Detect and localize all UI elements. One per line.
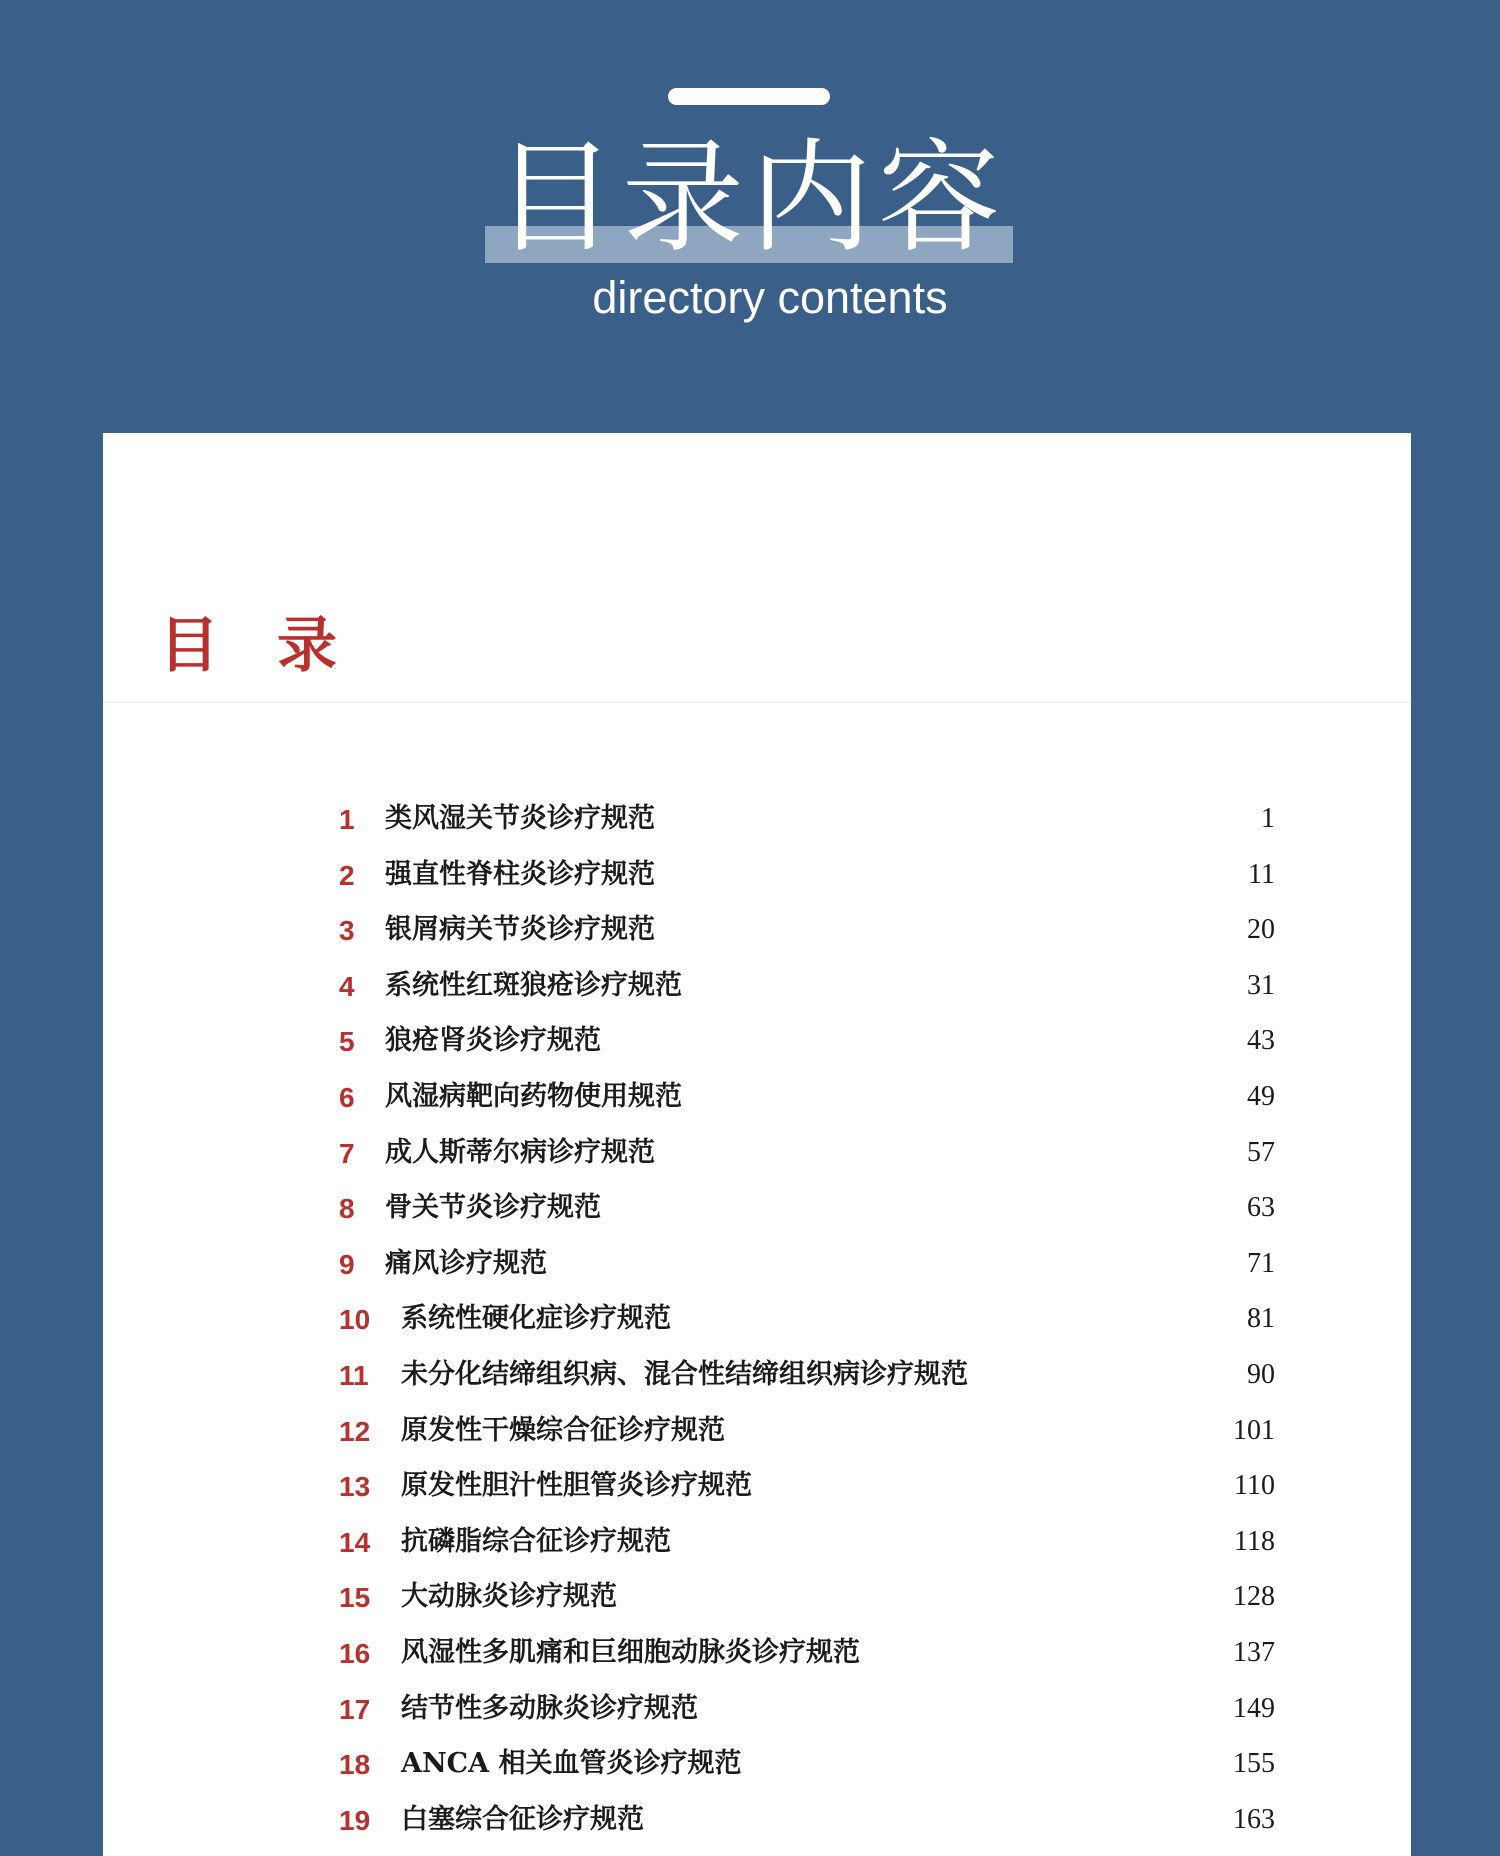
toc-title: 抗磷脂综合征诊疗规范 xyxy=(401,1525,671,1557)
toc-number: 5 xyxy=(339,1026,355,1058)
decorative-top-bar xyxy=(668,88,830,105)
toc-title: ANCA 相关血管炎诊疗规范 xyxy=(401,1748,742,1780)
toc-row xyxy=(339,1463,1275,1519)
toc-number: 8 xyxy=(339,1193,355,1225)
toc-page-number: 149 xyxy=(1233,1692,1275,1724)
toc-title: 风湿病靶向药物使用规范 xyxy=(385,1080,682,1112)
toc-number: 15 xyxy=(339,1582,371,1614)
toc-title: 成人斯蒂尔病诊疗规范 xyxy=(385,1136,655,1168)
toc-row xyxy=(339,1185,1275,1241)
toc-title: 大动脉炎诊疗规范 xyxy=(401,1581,617,1613)
toc-row xyxy=(339,1741,1275,1797)
toc-page-number: 1 xyxy=(1261,803,1275,834)
toc-row xyxy=(339,1241,1275,1297)
toc-title: 未分化结缔组织病、混合性结缔组织病诊疗规范 xyxy=(401,1358,968,1390)
banner-subtitle: directory contents xyxy=(592,272,948,323)
heading-divider xyxy=(103,701,1411,703)
banner-title: 目录内容 xyxy=(494,127,1006,269)
toc-page-number: 63 xyxy=(1247,1192,1275,1224)
toc-row xyxy=(339,907,1275,963)
toc-row xyxy=(339,852,1275,908)
toc-number: 18 xyxy=(339,1749,371,1781)
toc-number: 9 xyxy=(339,1248,355,1280)
toc-title: 痛风诊疗规范 xyxy=(385,1247,547,1279)
toc-title: 结节性多动脉炎诊疗规范 xyxy=(401,1692,698,1724)
toc-row xyxy=(339,1352,1275,1408)
toc-row xyxy=(339,1408,1275,1464)
toc-page-number: 155 xyxy=(1233,1748,1275,1780)
toc-row xyxy=(339,1296,1275,1352)
toc-number: 10 xyxy=(339,1304,371,1336)
toc-page-number: 43 xyxy=(1247,1025,1275,1057)
toc-number: 19 xyxy=(339,1804,371,1836)
table-of-contents xyxy=(339,796,1275,1852)
toc-row xyxy=(339,1074,1275,1130)
toc-number: 13 xyxy=(339,1471,371,1503)
toc-title: 强直性脊柱炎诊疗规范 xyxy=(385,858,655,890)
toc-row xyxy=(339,1018,1275,1074)
toc-title: 风湿性多肌痛和巨细胞动脉炎诊疗规范 xyxy=(401,1636,860,1668)
toc-title: 白塞综合征诊疗规范 xyxy=(401,1803,644,1835)
toc-page-number: 101 xyxy=(1233,1414,1275,1446)
toc-title: 系统性硬化症诊疗规范 xyxy=(401,1303,671,1335)
toc-title: 原发性干燥综合征诊疗规范 xyxy=(401,1414,725,1446)
page-heading xyxy=(159,611,337,681)
toc-title: 骨关节炎诊疗规范 xyxy=(385,1192,601,1224)
toc-title: 原发性胆汁性胆管炎诊疗规范 xyxy=(401,1470,752,1502)
toc-number: 4 xyxy=(339,970,355,1002)
toc-row xyxy=(339,1797,1275,1853)
toc-row xyxy=(339,796,1275,852)
toc-page-number: 90 xyxy=(1247,1358,1275,1390)
page-heading-second-char: 录 xyxy=(277,611,337,681)
toc-page-number: 110 xyxy=(1234,1470,1275,1502)
toc-number: 17 xyxy=(339,1693,371,1725)
toc-row xyxy=(339,1630,1275,1686)
toc-page-number: 128 xyxy=(1233,1581,1275,1613)
toc-number: 14 xyxy=(339,1526,371,1558)
toc-page-number: 163 xyxy=(1233,1803,1275,1835)
toc-number: 6 xyxy=(339,1081,355,1113)
toc-number: 1 xyxy=(339,804,355,835)
document-page xyxy=(103,433,1411,1856)
toc-page-number: 20 xyxy=(1247,914,1275,946)
toc-page-number: 137 xyxy=(1233,1636,1275,1668)
toc-title: 银屑病关节炎诊疗规范 xyxy=(385,914,655,946)
toc-page-number: 57 xyxy=(1247,1136,1275,1168)
toc-page-number: 71 xyxy=(1247,1247,1275,1279)
toc-number: 2 xyxy=(339,859,355,891)
toc-page-number: 11 xyxy=(1248,858,1275,890)
toc-number: 12 xyxy=(339,1415,371,1447)
toc-page-number: 49 xyxy=(1247,1080,1275,1112)
toc-title: 系统性红斑狼疮诊疗规范 xyxy=(385,969,682,1001)
toc-number: 7 xyxy=(339,1137,355,1169)
toc-title: 狼疮肾炎诊疗规范 xyxy=(385,1025,601,1057)
toc-row xyxy=(339,1519,1275,1575)
toc-number: 16 xyxy=(339,1637,371,1669)
toc-number: 11 xyxy=(339,1359,369,1391)
toc-page-number: 31 xyxy=(1247,969,1275,1001)
toc-row xyxy=(339,1686,1275,1742)
toc-row xyxy=(339,1574,1275,1630)
toc-page-number: 118 xyxy=(1234,1525,1275,1557)
toc-row xyxy=(339,1130,1275,1186)
toc-title: 类风湿关节炎诊疗规范 xyxy=(385,803,655,834)
toc-number: 3 xyxy=(339,915,355,947)
page-heading-first-char: 目 xyxy=(159,611,219,681)
toc-page-number: 81 xyxy=(1247,1303,1275,1335)
toc-row xyxy=(339,963,1275,1019)
